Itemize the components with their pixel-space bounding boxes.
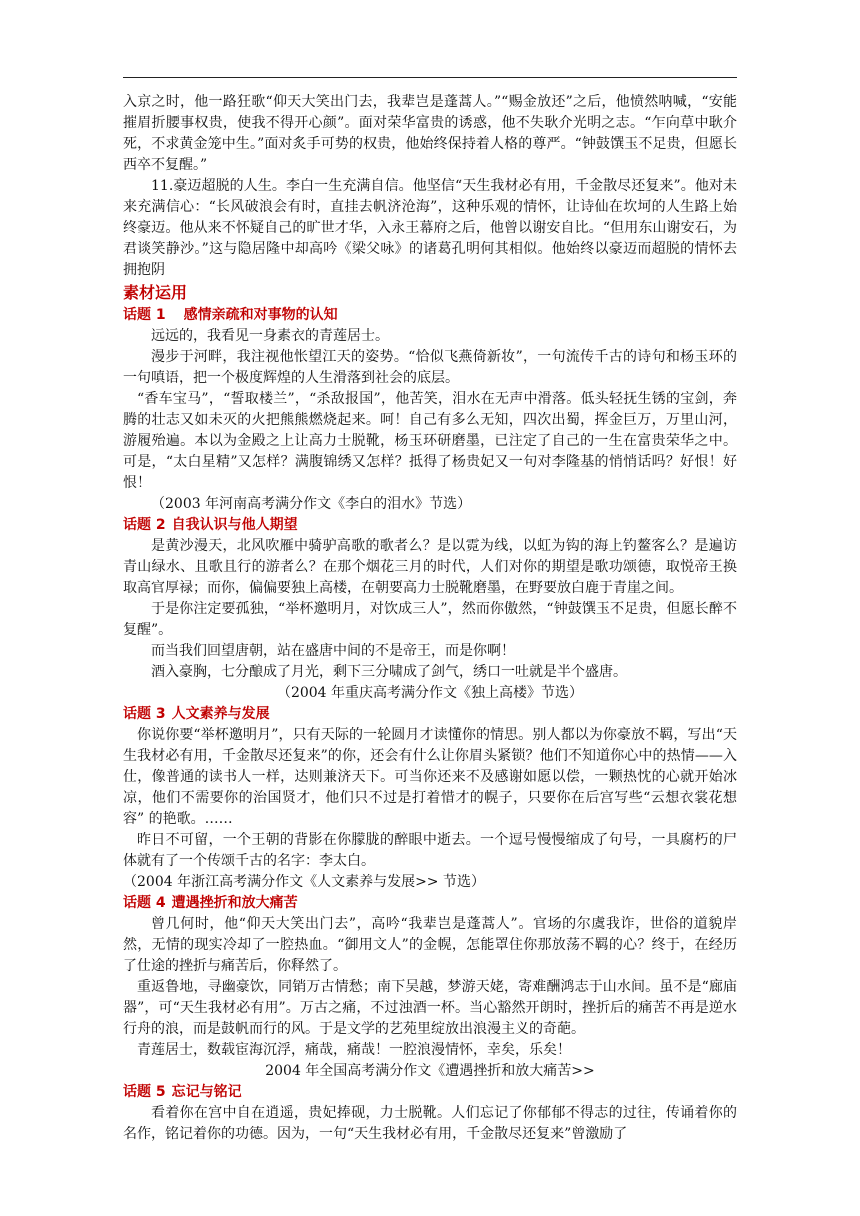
topic-4-paragraph: 曾几何时，他“仰天大笑出门去”，高吟“我辈岂是蓬蒿人”。官场的尔虞我诈，世俗的道貌岸然，无情的现实冷却了一腔热血。“御用文人”的金幌，怎能罩住你那放荡不羁的心？终于，在经历了仕途的挫折与痛苦后，你释然了。 <box>123 916 737 974</box>
topic-3-source: （2004 年浙江高考满分作文《人文素养与发展>> 节选） <box>123 874 485 890</box>
topic-2-heading <box>123 515 737 536</box>
topic-1-source: （2003 年河南高考满分作文《李白的泪水》节选） <box>151 496 472 512</box>
intro-paragraph-2: 11.豪迈超脱的人生。李白一生充满自信。他坚信“天生我材必有用，千金散尽还复来”。他对未来充满信心：“长风破浪会有时，直挂去帆济沧海”，这种乐观的情怀，让诗仙在坎坷的人生路上始终豪迈。他从来不怀疑自己的旷世才华，入永王幕府之后，他曾以谢安自比。“但用东山谢安石，为君谈笑静沙。”这与隐居隆中却高吟《梁父咏》的诸葛孔明何其相似。他始终以豪迈而超脱的情怀去拥抱阴 <box>123 178 737 278</box>
topic-2-paragraph: 而当我们回望唐朝，站在盛唐中间的不是帝王，而是你啊！ <box>151 643 515 659</box>
topic-5-paragraph: 看着你在宫中自在逍遥，贵妃捧砚，力士脱靴。人们忘记了你郁郁不得志的过往，传诵着你的名作，铭记着你的功德。因为，一句“天生我材必有用，千金散尽还复来”曾激励了 <box>123 1105 737 1142</box>
topic-title: 忘记与铭记 <box>171 1084 242 1100</box>
topic-5-heading <box>123 1082 737 1103</box>
header-rule <box>123 77 737 78</box>
topic-3-paragraph: 你说你要“举杯邀明月”，只有天际的一轮圆月才读懂你的情思。别人都以为你豪放不羁，写出“天生我材必有用，千金散尽还复来”的你，还会有什么让你眉头紧锁？他们不知道你心中的热情——入仕，像普通的读书人一样，达则兼济天下。可当你还来不及感谢如愿以偿，一颗热忱的心就开始冰凉，他们不需要你的治国贤才，他们只不过是打着惜才的幌子，只要你在后宫写些“云想衣裳花想容” 的艳歌。…… <box>123 727 737 827</box>
document-body <box>123 92 737 1145</box>
topic-4-source: 2004 年全国高考满分作文《遭遇挫折和放大痛苦>> <box>265 1063 595 1079</box>
topic-1-paragraph: 远远的，我看见一身素衣的青莲居士。 <box>151 328 389 344</box>
topic-2-source: （2004 年重庆高考满分作文《独上高楼》节选） <box>276 685 584 701</box>
topic-3-paragraph: 昨日不可留，一个王朝的背影在你朦胧的醉眼中逝去。一个逗号慢慢缩成了句号，一具腐朽的尸体就有了一个传颂千古的名字：李太白。 <box>123 832 737 869</box>
topic-number: 话题 4 <box>123 895 166 911</box>
section-title: 素材运用 <box>123 283 188 302</box>
topic-2-paragraph: 酒入豪胸，七分酿成了月光，剩下三分啸成了剑气，绣口一吐就是半个盛唐。 <box>151 664 627 680</box>
intro-paragraph-1: 入京之时，他一路狂歌“仰天大笑出门去，我辈岂是蓬蒿人。”“赐金放还”之后，他愤然呐喊，“安能摧眉折腰事权贵，使我不得开心颜”。面对荣华富贵的诱惑，他不失耿介光明之志。“乍向草中耿介死，不求黄金笼中生。”面对炙手可势的权贵，他始终保持着人格的尊严。“钟鼓馔玉不足贵，但愿长西卒不复醒。” <box>123 94 737 173</box>
topic-2-paragraph: 是黄沙漫天，北风吹雁中骑驴高歌的歌者么？是以霓为线，以虹为钩的海上钓鳌客么？是遍访青山绿水、且歌且行的游者么？在那个烟花三月的时代，人们对你的期望是歌功颂德，取悦帝王换取高官厚禄；而你，偏偏要独上高楼，在朝要高力士脱靴磨墨，在野要放白鹿于青崖之间。 <box>123 538 737 596</box>
topic-number: 话题 2 <box>123 517 166 533</box>
topic-1-paragraph: 漫步于河畔，我注视他怅望江天的姿势。“恰似飞燕倚新妆”，一句流传千古的诗句和杨玉环的一句嗔语，把一个极度辉煌的人生滑落到社会的底层。 <box>123 349 737 386</box>
topic-2-paragraph: 于是你注定要孤独，“举杯邀明月，对饮成三人”，然而你傲然，“钟鼓馔玉不足贵，但愿长醉不复醒”。 <box>123 601 737 638</box>
topic-number: 话题 5 <box>123 1084 166 1100</box>
topic-title: 遭遇挫折和放大痛苦 <box>171 895 298 911</box>
topic-4-heading <box>123 893 737 914</box>
topic-3-heading <box>123 704 737 725</box>
topic-4-paragraph: 重返鲁地，寻幽豪饮，同销万古情愁；南下吴越，梦游天姥，寄难酬鸿志于山水间。虽不是“廊庙器”，可“天生我材必有用”。万古之痛，不过浊酒一杯。当心豁然开朗时，挫折后的痛苦不再是逆水行舟的浪，而是鼓帆而行的风。于是文学的艺苑里绽放出浪漫主义的奇葩。 <box>123 979 737 1037</box>
topic-1-heading <box>123 305 737 326</box>
topic-number: 话题 1 <box>123 307 166 323</box>
topic-number: 话题 3 <box>123 706 166 722</box>
topic-title: 自我认识与他人期望 <box>171 517 298 533</box>
topic-4-paragraph: 青莲居士，数载宦海沉浮，痛哉，痛哉！一腔浪漫情怀，幸矣，乐矣！ <box>137 1042 571 1058</box>
topic-title: 人文素养与发展 <box>171 706 270 722</box>
topic-1-paragraph: “香车宝马”，“誓取楼兰”，“杀敌报国”，他苦笑，泪水在无声中滑落。低头轻抚生锈的宝剑，奔腾的壮志又如未灭的火把熊熊燃烧起来。呵！自己有多么无知，四次出蜀，挥金巨万，万里山河，游履殆遍。本以为金殿之上让高力士脱靴，杨玉环研磨墨，已注定了自己的一生在富贵荣华之中。可是，“太白星精”又怎样？满腹锦绣又怎样？抵得了杨贵妃又一句对李隆基的悄悄话吗？好恨！好恨！ <box>123 391 737 491</box>
topic-title: 感情亲疏和对事物的认知 <box>183 307 338 323</box>
